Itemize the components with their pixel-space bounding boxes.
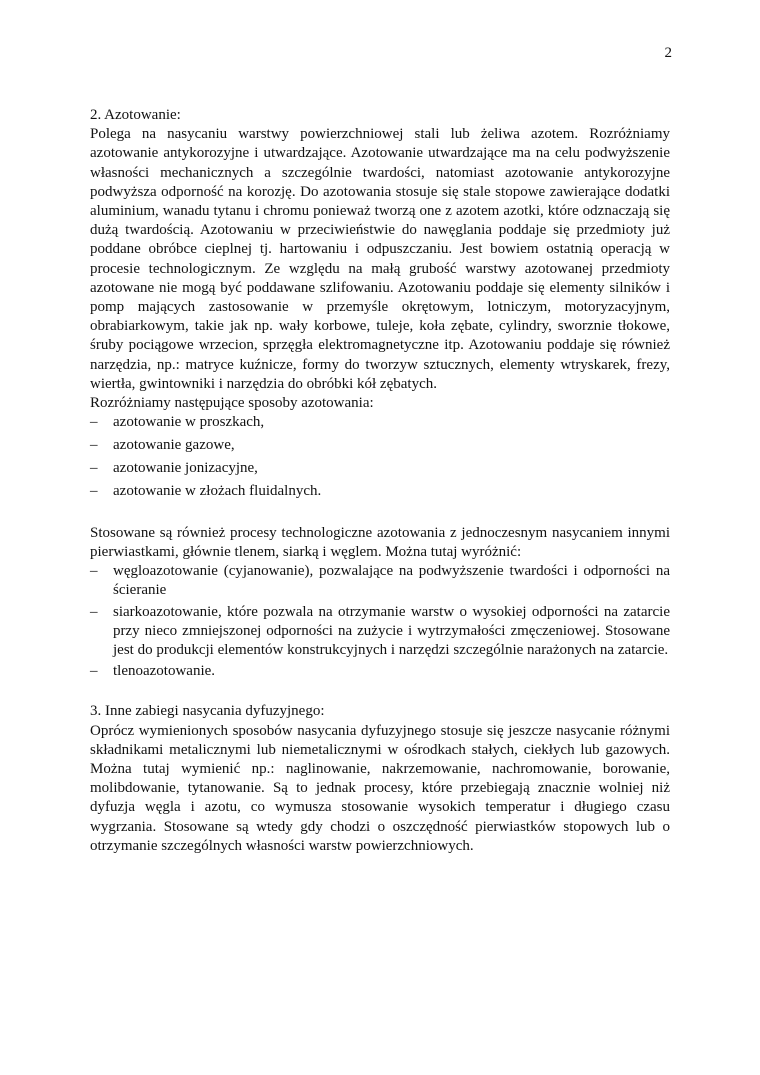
list-item-text: tlenoazotowanie. [113, 663, 216, 680]
list-item-text: azotowanie w proszkach, [113, 414, 265, 431]
section-2-paragraph: Polega na nasycaniu warstwy powierzchniowej stali lub żeliwa azotem. Rozróżniamy azotowanie antykorozyjne i utwardzające. Azotowanie utwardzające ma na celu podwyższenie własności mechanicznych a szczególnie twardości, natomiast azotowanie antykorozyjne podwyższa odporność na korozję. Do azotowania stosuje się stale stopowe zawierające dodatki aluminium, wanadu tytanu i chromu ponieważ tworzą one z azotem azotki, które odznaczają się dużą twardością. Azotowaniu w przeciwieństwie do nawęglania poddaje się przedmioty już poddane obróbce cieplnej tj. hartowaniu i odpuszczaniu. Jest bowiem ostatnią operacją w procesie technologicznym. Ze względu na małą grubość warstwy azotowanej przedmioty azotowane nie mogą być poddawane szlifowaniu. Azotowaniu poddaje się elementy silników i pomp mających zastosowanie w przemyśle okrętowym, lotniczym, motoryzacyjnym, obrabiarkowym, takie jak np. wały korbowe, tuleje, koła zębate, cylindry, sworznie tłokowe, śruby pociągowe wrzecion, sprzęgła elektromagnetyczne itp. Azotowaniu poddaje się również narzędzia, np.: matryce kuźnicze, formy do tworzyw sztucznych, elementy wtryskarek, frezy, wiertła, gwintowniki i narzędzia do obróbki kół zębatych. [90, 126, 670, 392]
paragraph-gap [90, 683, 670, 702]
combined-list [90, 562, 670, 681]
dash-bullet: – [90, 563, 98, 580]
dash-bullet: – [90, 663, 98, 680]
methods-intro: Rozróżniamy następujące sposoby azotowania: [90, 395, 374, 412]
list-item-text: azotowanie gazowe, [113, 437, 235, 454]
list-item [90, 413, 670, 432]
page-number: 2 [664, 45, 672, 61]
section-2-heading: 2. Azotowanie: [90, 107, 181, 123]
dash-bullet: – [90, 482, 98, 499]
list-item-text: azotowanie w złożach fluidalnych. [113, 482, 322, 499]
combined-intro: Stosowane są również procesy technologiczne azotowania z jednoczesnym nasycaniem innymi pierwiastkami, głównie tlenem, siarką i węglem. Można tutaj wyróżnić: [90, 524, 670, 561]
section-3-paragraph: Oprócz wymienionych sposobów nasycania dyfuzyjnego stosuje się jeszcze nasycanie różnymi składnikami metalicznymi lub niemetalicznymi w ośrodkach stałych, ciekłych lub gazowych. Można tutaj wymienić np.: naglinowanie, nakrzemowanie, nachromowanie, borowanie, molibdowanie, tytanowanie. Są to jednak procesy, które przebiegają znacznie wolniej niż dyfuzja węgla i azotu, co wymusza stosowanie wysokich temperatur i długiego czasu wygrzania. Stosowane są wtedy gdy chodzi o oszczędność pierwiastków stopowych lub o otrzymanie szczególnych własności warstw powierzchniowych. [90, 722, 670, 854]
list-item-text: siarkoazotowanie, które pozwala na otrzymanie warstw o wysokiej odporności na zatarcie przy nieco zmniejszonej odporności na zużycie i wytrzymałości zmęczeniowej. Stosowane jest do produkcji elementów konstrukcyjnych i narzędzi szczególnie narażonych na zatarcie. [113, 603, 670, 659]
document-body [90, 106, 670, 856]
methods-list [90, 413, 670, 501]
list-item [90, 482, 670, 501]
list-item-text: węgloazotowanie (cyjanowanie), pozwalające na podwyższenie twardości i odporności na ścieranie [113, 563, 670, 599]
list-item [90, 603, 670, 661]
section-3-heading: 3. Inne zabiegi nasycania dyfuzyjnego: [90, 703, 325, 720]
dash-bullet: – [90, 437, 98, 454]
list-item [90, 562, 670, 600]
dash-bullet: – [90, 603, 98, 620]
dash-bullet: – [90, 414, 98, 431]
list-item [90, 436, 670, 455]
list-item [90, 459, 670, 478]
dash-bullet: – [90, 460, 98, 477]
list-item [90, 662, 670, 681]
list-item-text: azotowanie jonizacyjne, [113, 460, 258, 477]
paragraph-gap [90, 505, 670, 524]
